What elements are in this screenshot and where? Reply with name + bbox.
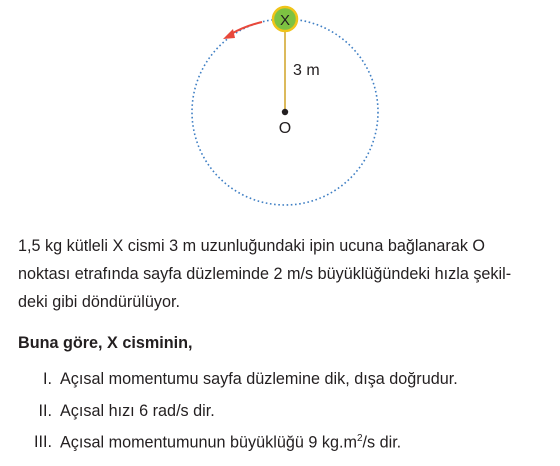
statement-2 [18,402,215,421]
center-point [282,109,288,115]
statement-3 [18,433,401,452]
statement-number: III. [34,433,52,452]
arrow-head-icon [223,29,235,39]
statement-number: II. [38,402,52,420]
center-label: O [278,120,292,137]
statement-1 [18,370,458,389]
rotation-arrow-icon [231,22,262,34]
statement-number: I. [43,370,52,388]
rotation-figure [0,0,560,220]
problem-line-2: noktası etrafında sayfa düzleminde 2 m/s büyüklüğündeki hızla şekil- [18,265,512,283]
problem-line-1: 1,5 kg kütleli X cismi 3 m uzunluğundaki ipin ucuna bağlanarak O [18,237,486,255]
statement-text: Açısal momentumunun büyüklüğü 9 kg.m [60,433,357,452]
radius-label: 3 m [293,62,320,79]
question-heading: Buna göre, X cisminin, [18,334,193,352]
ball-label: X [279,12,291,29]
problem-line-3: deki gibi döndürülüyor. [18,293,180,311]
statement-text: Açısal momentumu sayfa düzlemine dik, dışa doğrudur. [60,370,458,388]
statement-text-end: /s dir. [362,433,402,452]
exponent: 2 [356,433,363,444]
problem-text [18,232,554,316]
statement-text: Açısal hızı 6 rad/s dir. [60,402,215,420]
